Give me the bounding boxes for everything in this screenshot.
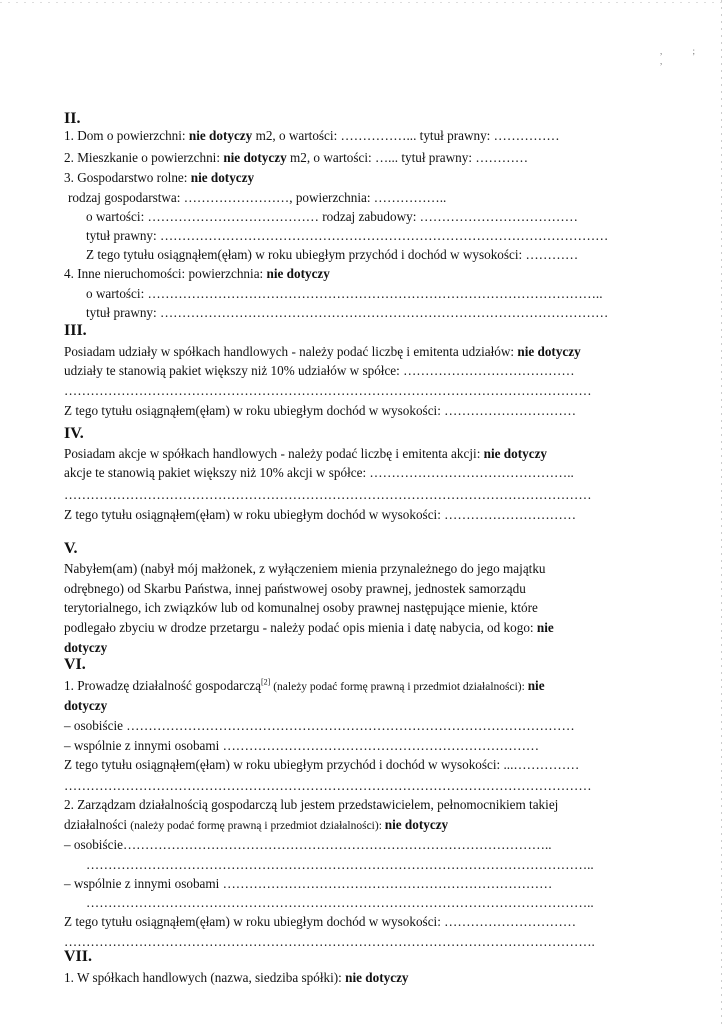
section-vi-line-3: – osobiście ………………………………………………………………………………………… — [64, 718, 575, 733]
section-ii-line-9: o wartości: ………………………………………………………………………………………….. — [86, 286, 603, 301]
section-vi-line-8: działalności (należy podać formę prawną i przedmiot działalności): nie dotyczy — [64, 817, 449, 832]
section-ii-line-3: 3. Gospodarstwo rolne: nie dotyczy — [64, 170, 255, 185]
section-v-line-4: podlegało zbyciu w drodze przetargu - należy podać opis mienia i datę nabycia, od kogo: nie — [64, 620, 554, 635]
section-iv-line-4: Z tego tytułu osiągnąłem(ęłam) w roku ubiegłym dochód w wysokości: ………………………… — [64, 507, 577, 522]
section-v-line-2: odrębnego) od Skarbu Państwa, innej państwowej osoby prawnej, jednostek samorządu — [64, 581, 526, 596]
section-iii-line-3: ………………………………………………………………………………………………………… — [64, 383, 592, 398]
section-vi-line-7: 2. Zarządzam działalnością gospodarczą lub jestem przedstawicielem, pełnomocnikiem takiej — [64, 797, 559, 812]
section-vi-line-11: – wspólnie z innymi osobami ………………………………………………………………… — [64, 876, 553, 891]
section-vi-line-13: Z tego tytułu osiągnąłem(ęłam) w roku ubiegłym dochód w wysokości: ………………………… — [64, 914, 577, 929]
section-iii-line-1: Posiadam udziały w spółkach handlowych - należy podać liczbę i emitenta udziałów: nie dotyczy — [64, 344, 581, 359]
section-vi-line-14: …………………………………………………………………………………………………………. — [64, 934, 595, 949]
section-ii-line-5: o wartości: ………………………………… rodzaj zabudowy: ……………………………… — [86, 209, 578, 224]
section-iii-line-4: Z tego tytułu osiągnąłem(ęłam) w roku ubiegłym dochód w wysokości: ………………………… — [64, 403, 577, 418]
section-v-line-5: dotyczy — [64, 640, 108, 655]
scan-right-edge — [721, 0, 722, 1024]
section-iv-heading: IV. — [64, 425, 84, 442]
section-vii-line-1: 1. W spółkach handlowych (nazwa, siedziba spółki): nie dotyczy — [64, 970, 409, 985]
section-iv-line-3: ………………………………………………………………………………………………………… — [64, 487, 592, 502]
section-ii-line-7: Z tego tytułu osiągnąłem(ęłam) w roku ubiegłym przychód i dochód w wysokości: ………… — [86, 247, 579, 262]
corner-marks: , ; , — [660, 46, 710, 66]
section-iii-heading: III. — [64, 322, 87, 339]
section-v-heading: V. — [64, 540, 78, 557]
section-iv-line-1: Posiadam akcje w spółkach handlowych - należy podać liczbę i emitenta akcji: nie dotyczy — [64, 446, 548, 461]
section-vi-heading: VI. — [64, 656, 86, 673]
section-ii-line-6: tytuł prawny: ………………………………………………………………………………………… — [86, 228, 609, 243]
section-ii-line-4: rodzaj gospodarstwa: ……………………, powierzchnia: …………….. — [68, 190, 447, 205]
section-v-line-1: Nabyłem(am) (nabył mój małżonek, z wyłączeniem mienia przynależnego do jego majątku — [64, 561, 546, 576]
section-vi-line-12: …………………………………………………………………………………………………….. — [86, 895, 594, 910]
section-vi-line-9: – osobiście…………………………………………………………………………………….. — [64, 837, 552, 852]
section-ii-heading: II. — [64, 110, 81, 127]
section-vi-line-10: …………………………………………………………………………………………………….. — [86, 857, 594, 872]
section-vi-line-5: Z tego tytułu osiągnąłem(ęłam) w roku ubiegłym przychód i dochód w wysokości: ...…………… — [64, 757, 580, 772]
section-v-line-3: terytorialnego, ich związków lub od komunalnej osoby prawnej następujące mienie, które — [64, 600, 538, 615]
section-vi-line-4: – wspólnie z innymi osobami ……………………………………………………………… — [64, 738, 540, 753]
section-ii-line-8: 4. Inne nieruchomości: powierzchnia: nie dotyczy — [64, 266, 330, 281]
section-vi-line-1: 1. Prowadzę działalność gospodarczą[2] (należy podać formę prawną i przedmiot działalności): nie — [64, 677, 545, 693]
section-vi-line-6: ………………………………………………………………………………………………………… — [64, 778, 592, 793]
section-iv-line-2: akcje te stanowią pakiet większy niż 10% akcji w spółce: ……………………………………….. — [64, 465, 574, 480]
scan-top-edge — [0, 2, 725, 3]
section-ii-line-1: 1. Dom o powierzchni: nie dotyczy m2, o wartości: ……………... tytuł prawny: …………… — [64, 128, 560, 143]
section-vii-heading: VII. — [64, 948, 93, 965]
section-vi-line-2: dotyczy — [64, 698, 108, 713]
section-iii-line-2: udziały te stanowią pakiet większy niż 10% udziałów w spółce: ………………………………… — [64, 363, 575, 378]
section-ii-line-10: tytuł prawny: ………………………………………………………………………………………… — [86, 305, 609, 320]
section-ii-line-2: 2. Mieszkanie o powierzchni: nie dotyczy m2, o wartości: …... tytuł prawny: ………… — [64, 150, 529, 165]
